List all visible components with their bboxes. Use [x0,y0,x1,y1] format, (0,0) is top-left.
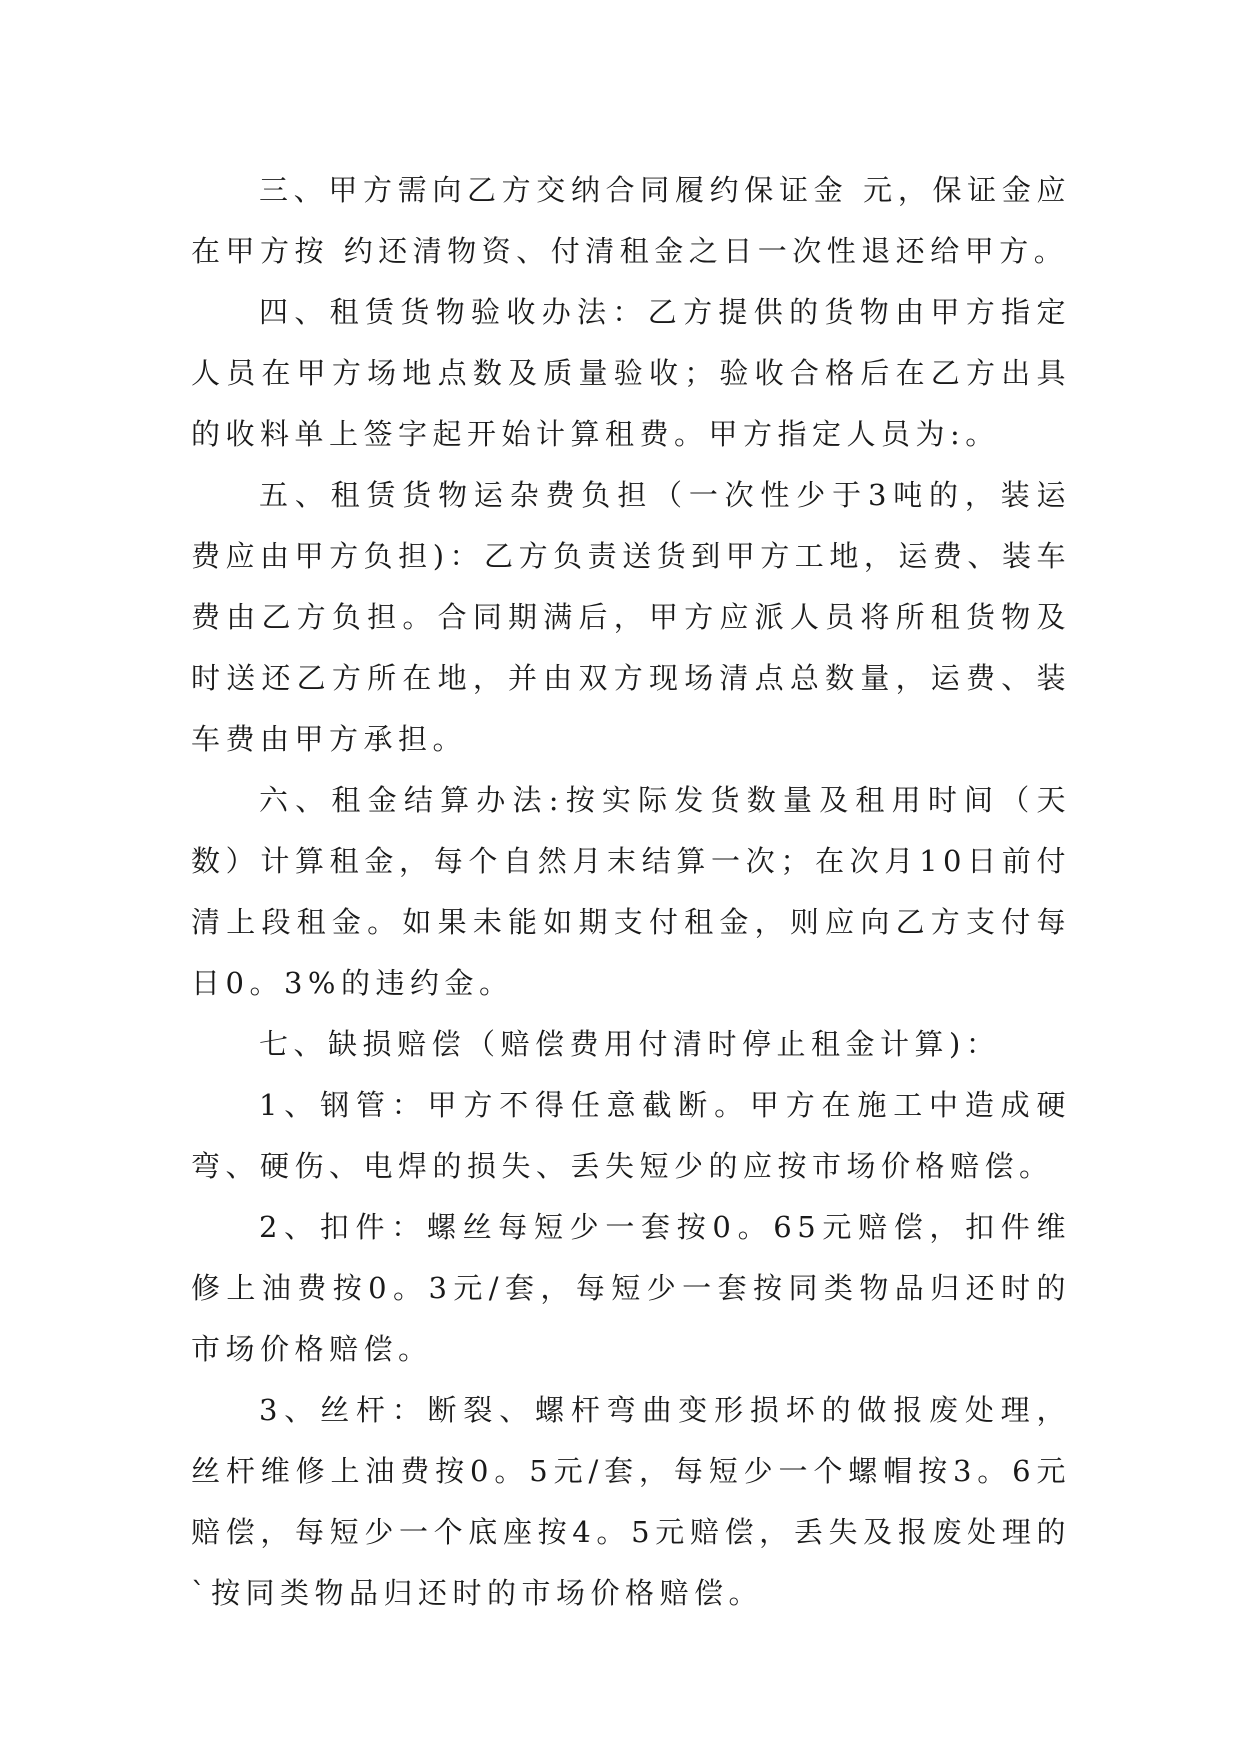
clause-3-paragraph: 三、甲方需向乙方交纳合同履约保证金 元，保证金应在甲方按 约还清物资、付清租金之日一次性退还给甲方。 [191,173,1071,268]
clause-6-paragraph: 六、租金结算办法:按实际发货数量及租用时间（天数）计算租金，每个自然月末结算一次；在次月10日前付清上段租金。如果未能如期支付租金，则应向乙方支付每日0。3%的违约金。 [191,783,1071,1000]
clause-7-item-3: 3、丝杆：断裂、螺杆弯曲变形损坏的做报废处理，丝杆维修上油费按0。5元/套，每短少一个螺帽按3。6元赔偿，每短少一个底座按4。5元赔偿，丢失及报废处理的`按同类物品归还时的市场价格赔偿。 [191,1393,1071,1610]
clause-4-paragraph: 四、租赁货物验收办法：乙方提供的货物由甲方指定人员在甲方场地点数及质量验收；验收合格后在乙方出具的收料单上签字起开始计算租费。甲方指定人员为:。 [191,295,1071,451]
clause-5-paragraph: 五、租赁货物运杂费负担（一次性少于3吨的，装运费应由甲方负担)：乙方负责送货到甲方工地，运费、装车费由乙方负担。合同期满后，甲方应派人员将所租货物及时送还乙方所在地，并由双方现场清点总数量，运费、装车费由甲方承担。 [191,478,1071,756]
clause-7-heading: 七、缺损赔偿（赔偿费用付清时停止租金计算)： [259,1027,1001,1061]
clause-7-item-1: 1、钢管：甲方不得任意截断。甲方在施工中造成硬弯、硬伤、电焊的损失、丢失短少的应按市场价格赔偿。 [191,1088,1071,1183]
clause-7-item-2: 2、扣件：螺丝每短少一套按0。65元赔偿，扣件维修上油费按0。3元/套，每短少一套按同类物品归还时的市场价格赔偿。 [191,1210,1071,1366]
document-body [191,160,1071,1624]
